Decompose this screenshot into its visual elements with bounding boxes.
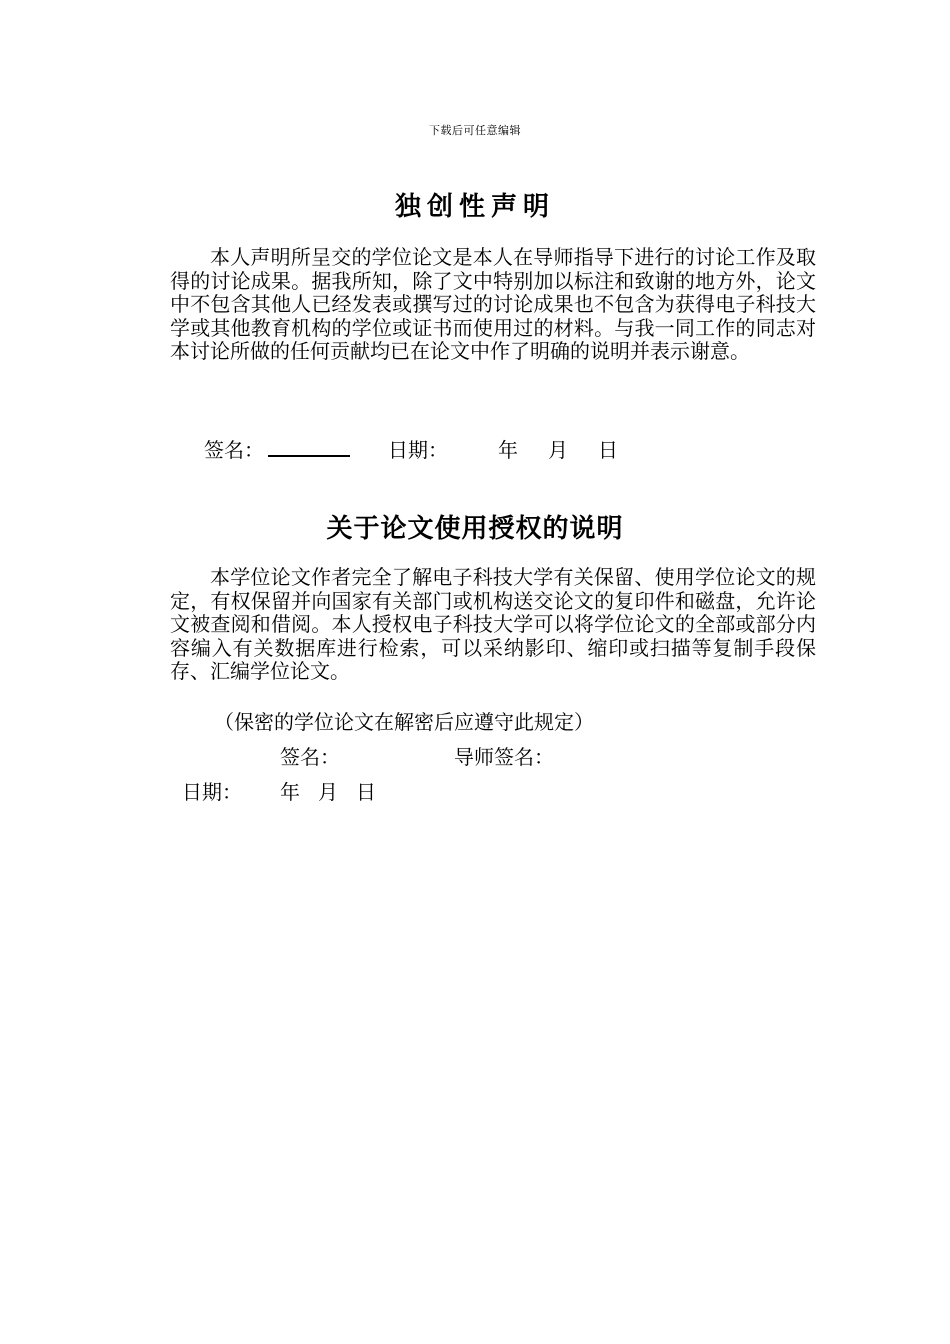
signature-line: [204, 434, 350, 463]
authorization-title: 关于论文使用授权的说明: [326, 514, 624, 544]
day-label: 日: [598, 438, 618, 462]
authorization-paragraph: 本学位论文作者完全了解电子科技大学有关保留、使用学位论文的规定，有权保留并向国家有关部门或机构送交论文的复印件和磁盘，允许论文被查阅和借阅。本人授权电子科技大学可以将学位论文的全部或部分内容编入有关数据库进行检索，可以采纳影印、缩印或扫描等复制手段保存、汇编学位论文。: [170, 565, 816, 683]
originality-statement-title: 独创性声明: [394, 192, 555, 222]
authorization-date-line: [182, 776, 376, 805]
author-signature-line: [280, 741, 340, 770]
date-label: 日期：: [388, 438, 448, 462]
advisor-signature-label: 导师签名：: [454, 745, 554, 769]
signature-label: 签名：: [204, 438, 264, 462]
month-label: 月: [548, 438, 568, 462]
year-label: 年: [498, 438, 518, 462]
authorization-year-label: 年: [280, 780, 300, 804]
date-line: [388, 434, 618, 463]
authorization-month-label: 月: [318, 780, 338, 804]
authorization-day-label: 日: [356, 780, 376, 804]
author-signature-label: 签名：: [280, 745, 340, 769]
advisor-signature-line: [454, 741, 554, 770]
authorization-date-label: 日期：: [182, 780, 242, 804]
confidentiality-note: （保密的学位论文在解密后应遵守此规定）: [214, 710, 594, 734]
signature-blank: [268, 437, 350, 457]
originality-statement-paragraph: 本人声明所呈交的学位论文是本人在导师指导下进行的讨论工作及取得的讨论成果。据我所知，除了文中特别加以标注和致谢的地方外，论文中不包含其他人已经发表或撰写过的讨论成果也不包含为获得电子科技大学或其他教育机构的学位或证书而使用过的材料。与我一同工作的同志对本讨论所做的任何贡献均已在论文中作了明确的说明并表示谢意。: [170, 245, 816, 363]
header-note: 下载后可任意编辑: [429, 124, 521, 137]
